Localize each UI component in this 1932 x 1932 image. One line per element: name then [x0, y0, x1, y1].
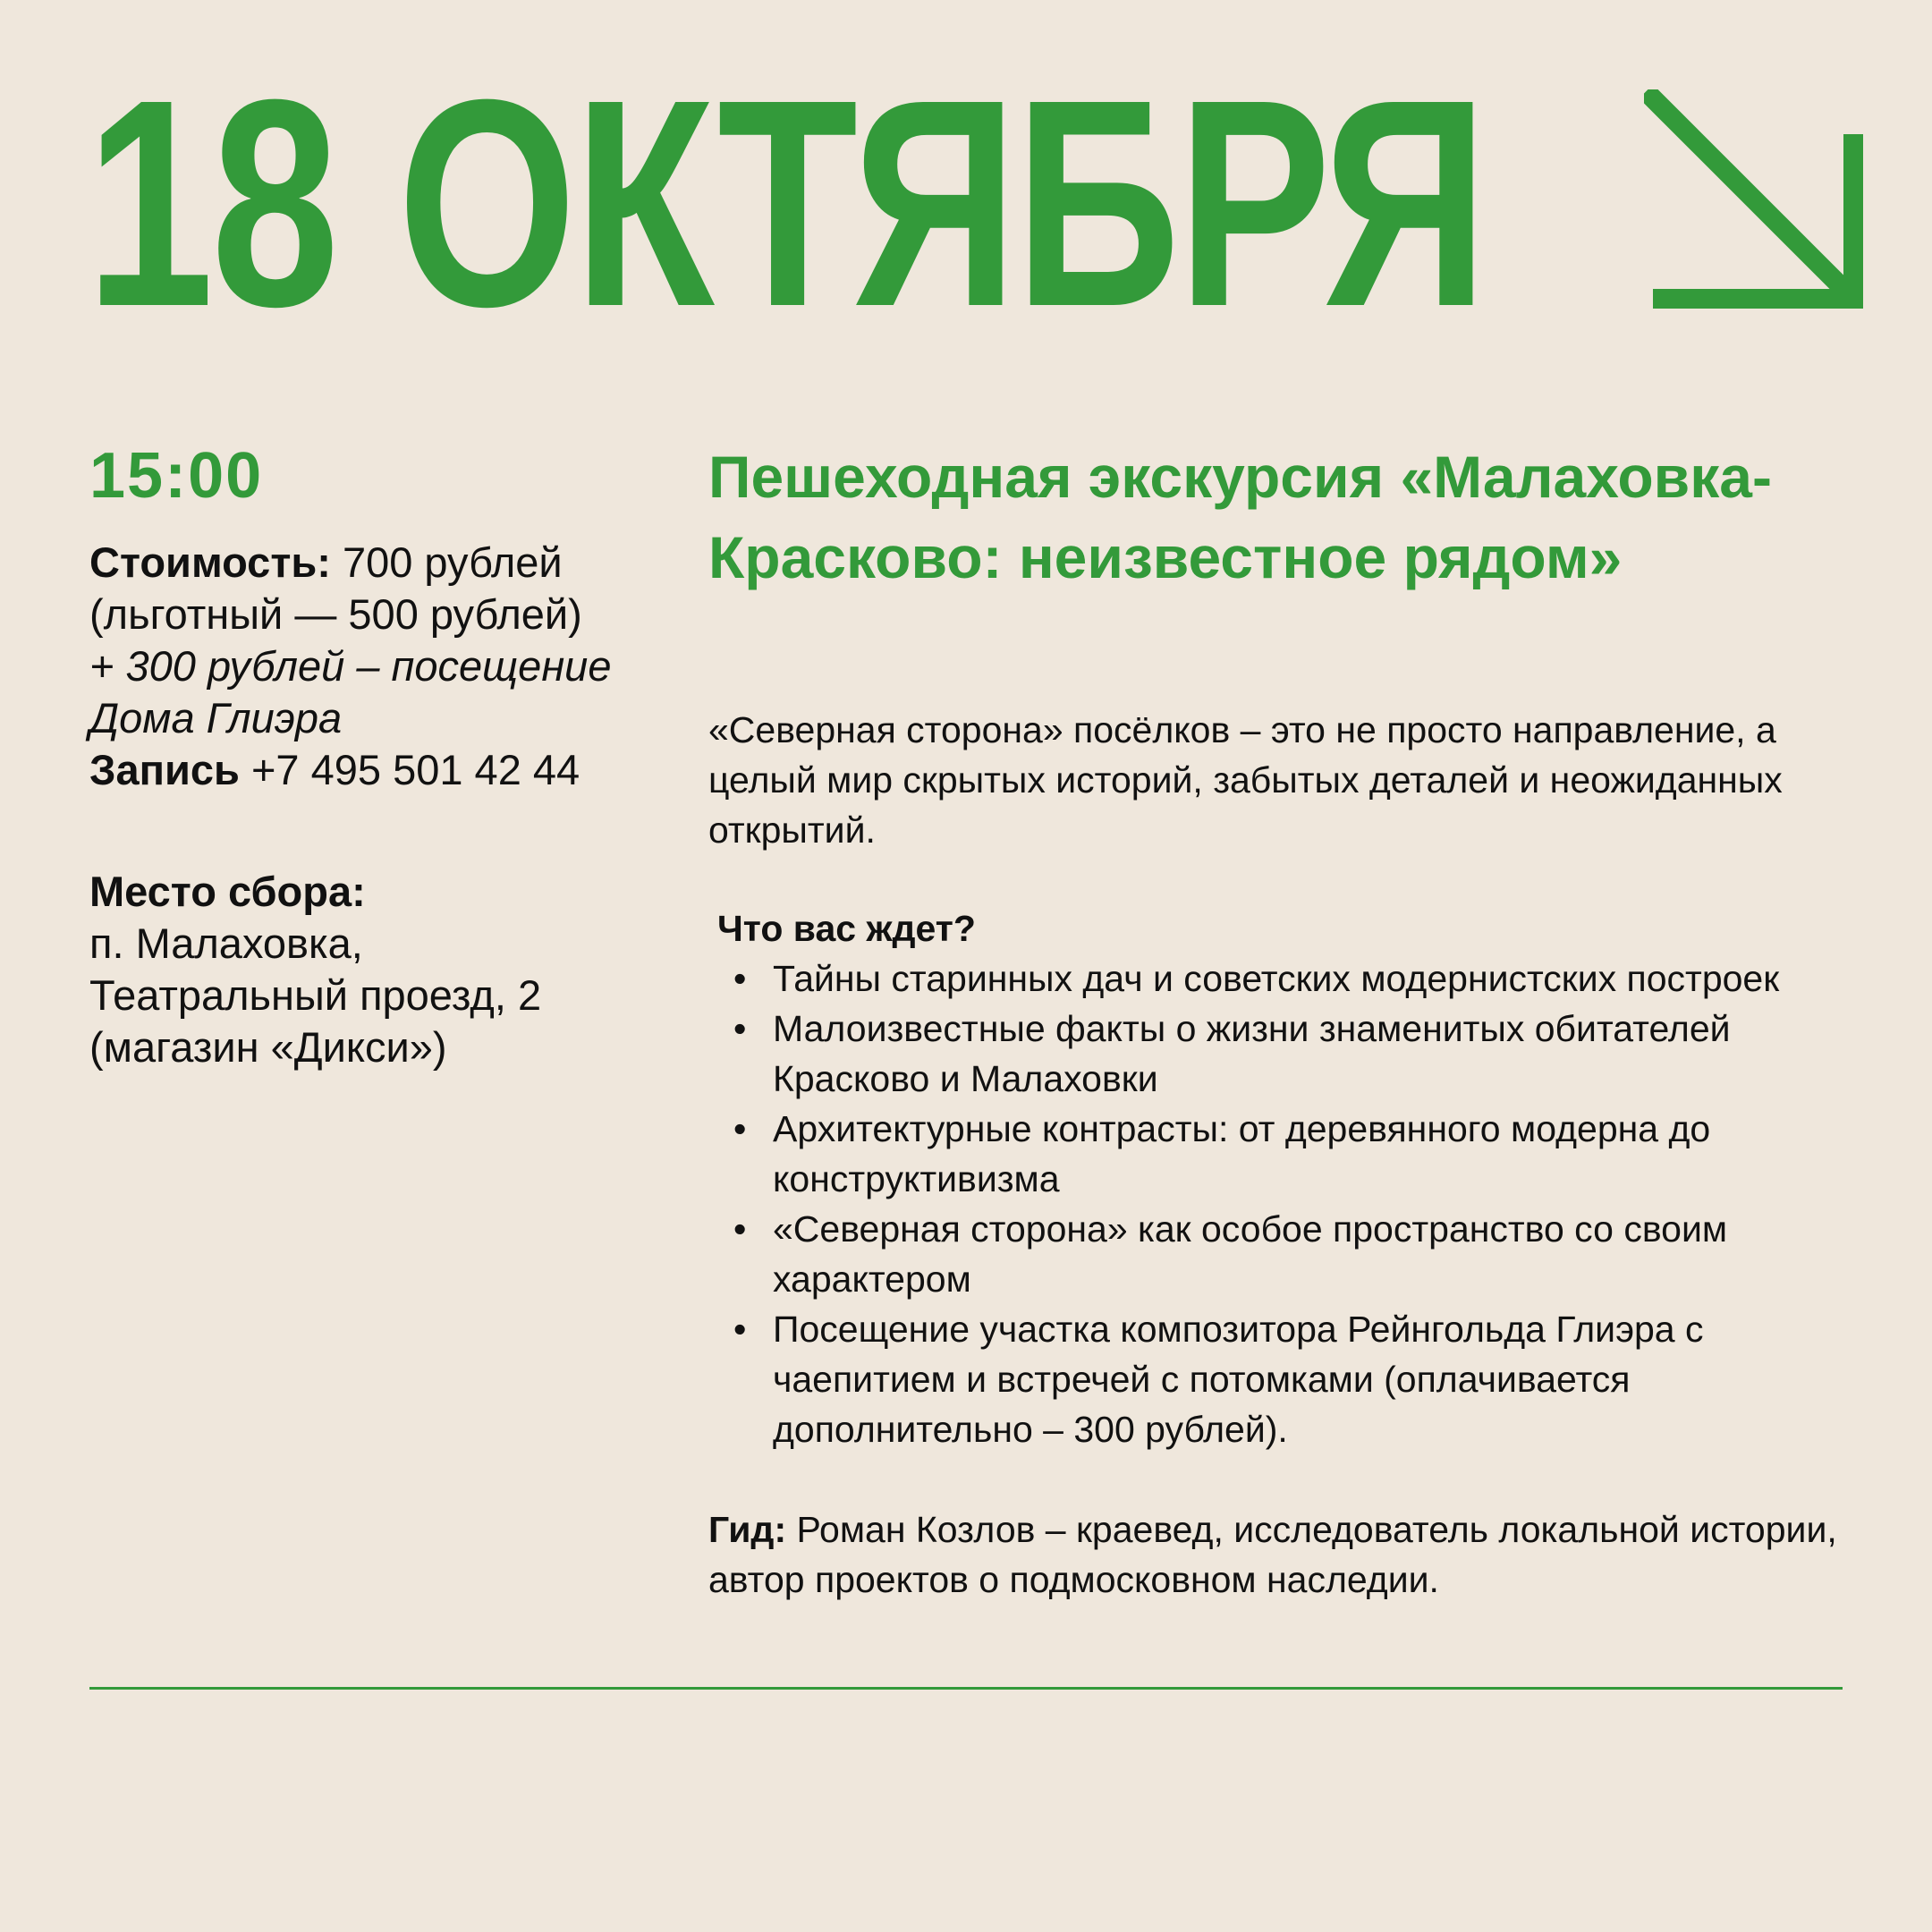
extra-price-line2: Дома Глиэра [89, 694, 343, 741]
guide-text: Роман Козлов – краевед, исследователь локальной истории, автор проектов о подмосковном наследии. [708, 1509, 1837, 1600]
price-label: Стоимость: [89, 538, 331, 586]
meeting-line3: (магазин «Дикси») [89, 1023, 447, 1071]
guide-label: Гид: [708, 1509, 787, 1550]
signup-phone: +7 495 501 42 44 [239, 746, 580, 793]
meeting-line1: п. Малаховка, [89, 919, 363, 967]
footer-divider [89, 1687, 1843, 1690]
list-item: • «Северная сторона» как особое пространство со своим характером [708, 1204, 1871, 1304]
list-item: • Архитектурные контрасты: от деревянного модерна до конструктивизма [708, 1104, 1871, 1204]
meeting-label: Место сбора: [89, 868, 366, 915]
list-item: • Малоизвестные факты о жизни знаменитых обитателей Красково и Малаховки [708, 1004, 1871, 1104]
intro-paragraph: «Северная сторона» посёлков – это не просто направление, а целый мир скрытых историй, забытых деталей и неожиданных открытий. [708, 709, 1783, 851]
highlights-list [708, 953, 1871, 1454]
list-item: • Тайны старинных дач и советских модернистских построек [708, 953, 1871, 1004]
event-time: 15:00 [89, 440, 264, 512]
what-heading: Что вас ждет? [717, 908, 976, 949]
price-line [89, 537, 662, 589]
event-title: Пешеходная экскурсия «Малаховка-Красково: неизвестное рядом» [708, 444, 1772, 590]
date-heading: 18 ОКТЯБРЯ [86, 38, 1486, 368]
meeting-line2: Театральный проезд, 2 [89, 971, 542, 1019]
arrow-down-right-icon [1644, 89, 1868, 313]
list-item: • Посещение участка композитора Рейнгольда Глиэра с чаепитием и встречей с потомками (оплачивается дополнительно – 300 рублей). [708, 1304, 1871, 1454]
price-discount: (льготный — 500 рублей) [89, 590, 582, 638]
price-value: 700 рублей [330, 538, 563, 586]
info-column [89, 537, 662, 1073]
guide-paragraph [708, 1504, 1871, 1605]
extra-price-line1: + 300 рублей – посещение [89, 642, 612, 690]
signup-line [89, 744, 662, 796]
signup-label: Запись [89, 746, 240, 793]
description [708, 705, 1871, 1605]
